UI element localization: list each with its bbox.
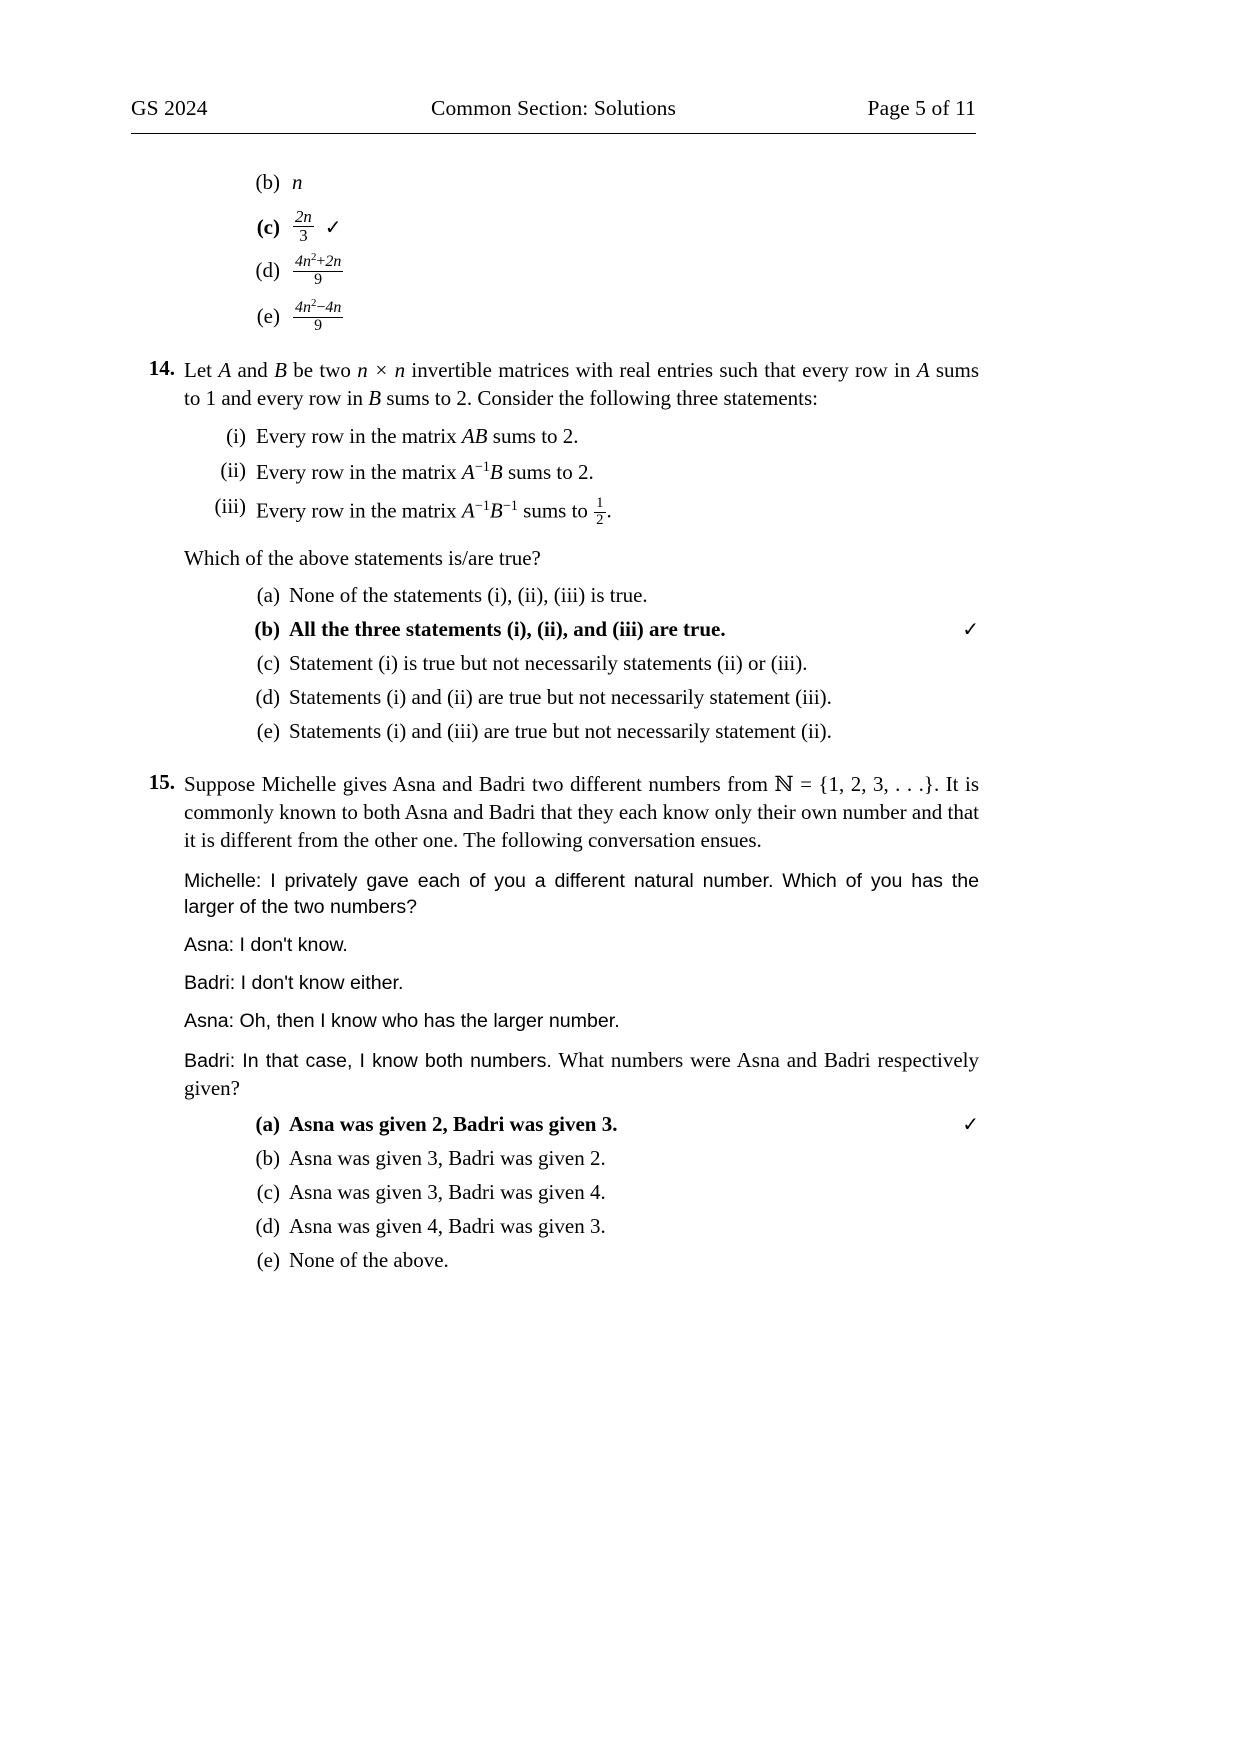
q15-dialogue [184,868,979,1103]
option-value-d: $\frac{4n^2+2n}{9}$ [295,251,342,288]
option-row-b [228,170,928,204]
q15-final-question: What numbers were Asna and Badri respectively given? [184,1047,979,1101]
question-15-options [184,1114,979,1271]
q14-option-b[interactable] [184,616,979,641]
q15-option-c-label: (c) [256,1180,280,1205]
page-header [131,96,976,121]
q14-stem-text-5: sums to 1 and every row in [184,358,980,411]
option-value-c: $\frac{2n}{3}$ [295,207,312,245]
q14-option-e-text: Statements (i) and (iii) are true but not necessarily statement (ii). [289,718,832,743]
q15-option-a-label: (a) [255,1112,280,1137]
dialogue-line-badri-2 [184,1046,979,1102]
question-14-prompt: Which of the above statements is/are true? [184,546,541,571]
statement-text-iii: Every row in the matrix $A^{-1}B^{-1}$ sums to $\frac{1}{2}$ . [256,495,612,528]
question-14 [131,356,979,755]
q14-option-a-text: None of the statements (i), (ii), (iii) is true. [289,582,648,607]
statement-item-iii [184,496,979,528]
statement-item-ii [184,460,979,483]
correct-answer-check-icon: ✓ [962,616,979,641]
q14-option-e-label: (e) [256,718,280,743]
q15-option-a[interactable] [184,1114,979,1135]
statement-text-i: Every row in the matrix AB sums to 2. [256,424,579,449]
statement-text-ii: Every row in the matrix $A^{-1}B$ sums to 2. [256,459,594,485]
question-14-statement-list [184,426,979,528]
q14-option-c-text: Statement (i) is true but not necessarily statements (ii) or (iii). [289,650,808,675]
q15-option-a-text: Asna was given 2, Badri was given 3. [289,1112,618,1137]
option-row-c [228,208,928,248]
q14-option-d-label: (d) [255,684,280,709]
correct-answer-check-icon: ✓ [324,215,342,240]
question-14-options [184,582,979,743]
option-label-c: (c) [256,215,280,240]
q15-option-b-label: (b) [255,1146,280,1171]
q14-option-b-text: All the three statements (i), (ii), and (iii) are true. [289,616,726,641]
statement-label-iii: (iii) [214,494,246,519]
q15-option-d-text: Asna was given 4, Badri was given 3. [289,1214,606,1239]
q15-option-d[interactable] [184,1216,979,1237]
q14-stem-text-3: be two [286,358,358,382]
q15-option-e[interactable] [184,1250,979,1271]
q14-stem-text-1: Let [184,358,219,382]
q15-intro-paragraph [184,770,979,855]
q14-matrix-a: A [218,358,232,382]
header-divider [131,133,976,134]
dialogue-line-asna-1: Asna: I don't know. [184,933,348,956]
q14-stem-text-6: sums to 2. Consider the following three statements: [381,386,818,411]
option-row-e [228,298,928,340]
question-15-stem [184,770,979,1271]
q14-option-a[interactable] [184,582,979,607]
question-15-number: 15. [148,770,175,794]
q14-stem-text-2: and [231,358,275,382]
question-15 [131,770,979,1284]
option-label-e: (e) [256,303,280,328]
option-value-b: n [292,170,303,194]
q14-option-b-label: (b) [254,616,280,641]
q15-natural-numbers-set: ℕ = {1, 2, 3, . . .}. [774,772,940,796]
q14-matrix-b: B [274,358,287,382]
q15-option-e-label: (e) [256,1248,280,1273]
statement-item-i [184,426,979,447]
question-14-number: 14. [148,356,175,380]
header-right-page-number: Page 5 of 11 [867,96,976,120]
previous-question-options [228,170,928,344]
q15-option-e-text: None of the above. [289,1248,449,1273]
q15-option-c[interactable] [184,1182,979,1203]
q15-option-c-text: Asna was given 3, Badri was given 4. [289,1180,606,1205]
q15-option-b[interactable] [184,1148,979,1169]
statement-label-ii: (ii) [220,458,246,483]
q14-option-c[interactable] [184,650,979,675]
option-row-d [228,252,928,294]
question-14-stem [184,356,979,742]
q14-option-a-label: (a) [256,582,280,607]
option-value-e: $\frac{4n^2-4n}{9}$ [295,297,342,334]
q15-stem-a: Suppose Michelle gives Asna and Badri two different numbers from [184,772,775,796]
correct-answer-check-icon: ✓ [962,1112,979,1137]
q14-matrix-b2: B [368,386,382,411]
q14-option-c-label: (c) [256,650,280,675]
dialogue-line-michelle: Michelle: I privately gave each of you a different natural number. Which of you has the larger of the two numbers? [184,869,979,918]
option-label-b: (b) [255,170,280,194]
dialogue-line-asna-2: Asna: Oh, then I know who has the larger number. [184,1009,620,1032]
q14-option-d-text: Statements (i) and (ii) are true but not necessarily statement (iii). [289,684,832,709]
header-center-title: Common Section: Solutions [431,96,676,120]
statement-label-i: (i) [226,424,246,449]
q15-badri-final-sans: Badri: In that case, I know both numbers. [184,1049,552,1072]
option-label-d: (d) [255,257,280,282]
q14-matrix-a2: A [916,358,930,382]
q15-stem-b: It is commonly known to both Asna and Badri that they each know only their own number and that it is different from the other one. The following conversation ensues. [184,772,979,853]
dialogue-line-badri-1: Badri: I don't know either. [184,971,404,994]
q14-stem-text-4: invertible matrices with real entries such that every row in [405,358,917,382]
q15-option-d-label: (d) [255,1214,280,1239]
header-left-exam-code: GS 2024 [131,96,208,120]
q14-option-e[interactable] [184,718,979,743]
q15-option-b-text: Asna was given 3, Badri was given 2. [289,1146,606,1171]
q14-dimension: n × n [357,358,406,382]
q14-option-d[interactable] [184,684,979,709]
